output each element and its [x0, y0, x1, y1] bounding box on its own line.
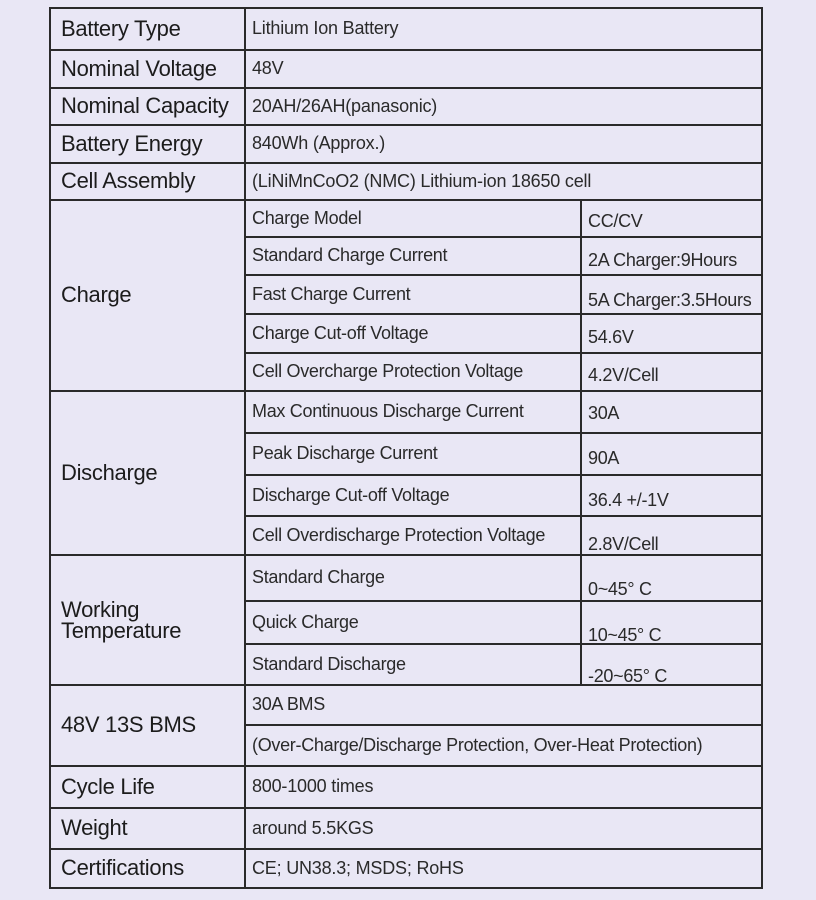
max-continuous-discharge-name: Max Continuous Discharge Current	[252, 401, 524, 421]
discharge-cutoff-voltage-name: Discharge Cut-off Voltage	[252, 484, 450, 505]
fast-charge-current-value: 5A Charger:3.5Hours	[588, 289, 752, 310]
certifications-label: Certifications	[61, 855, 184, 880]
charge-model-name: Charge Model	[252, 207, 362, 228]
standard-charge-value: 0~45° C	[588, 579, 652, 599]
bms-label: 48V 13S BMS	[61, 712, 196, 737]
quick-charge-name: Quick Charge	[252, 611, 359, 632]
standard-charge-name: Standard Charge	[252, 567, 385, 587]
certifications-value: CE; UN38.3; MSDS; RoHS	[252, 857, 464, 878]
working-temperature-label-line2: Temperature	[61, 617, 182, 643]
battery-energy-label: Battery Energy	[61, 130, 203, 156]
peak-discharge-current-name: Peak Discharge Current	[252, 443, 438, 463]
working-temperature-label	[51, 555, 253, 684]
peak-discharge-current-value: 90A	[588, 448, 620, 468]
discharge-label: Discharge	[61, 459, 158, 485]
battery-type-value: Lithium Ion Battery	[252, 18, 399, 38]
charge-model-value: CC/CV	[588, 210, 643, 231]
max-continuous-discharge-value: 30A	[588, 403, 620, 423]
cell-overcharge-protection-name: Cell Overcharge Protection Voltage	[252, 361, 523, 381]
cell-overcharge-protection-value: 4.2V/Cell	[588, 365, 659, 385]
cell-assembly-label: Cell Assembly	[61, 168, 196, 193]
spec-table	[49, 7, 763, 889]
battery-energy-value: 840Wh (Approx.)	[252, 133, 386, 153]
discharge-cutoff-voltage-value: 36.4 +/-1V	[588, 489, 669, 510]
standard-discharge-value: -20~65° C	[588, 665, 668, 686]
table-border-bottom	[49, 887, 763, 889]
charge-cutoff-voltage-value: 54.6V	[588, 326, 634, 347]
nominal-capacity-label: Nominal Capacity	[61, 93, 229, 118]
cell-assembly-value: (LiNiMnCoO2 (NMC) Lithium-ion 18650 cell	[252, 170, 592, 191]
charge-cutoff-voltage-name: Charge Cut-off Voltage	[252, 322, 429, 343]
charge-label: Charge	[61, 282, 132, 307]
bms-rating: 30A BMS	[252, 694, 325, 714]
nominal-capacity-value: 20AH/26AH(panasonic)	[252, 95, 438, 116]
bms-protection: (Over-Charge/Discharge Protection, Over-Heat Protection)	[252, 734, 703, 755]
weight-value: around 5.5KGS	[252, 817, 374, 838]
standard-charge-current-value: 2A Charger:9Hours	[588, 250, 737, 270]
standard-charge-current-name: Standard Charge Current	[252, 245, 448, 265]
working-temperature-label-line1: Working	[61, 596, 140, 622]
weight-label: Weight	[61, 815, 128, 840]
nominal-voltage-value: 48V	[252, 58, 284, 78]
cell-overdischarge-protection-name: Cell Overdischarge Protection Voltage	[252, 524, 546, 545]
quick-charge-value: 10~45° C	[588, 624, 662, 645]
nominal-voltage-label: Nominal Voltage	[61, 55, 217, 81]
fast-charge-current-name: Fast Charge Current	[252, 283, 411, 304]
cell-overdischarge-protection-value: 2.8V/Cell	[588, 533, 659, 554]
cycle-life-value: 800-1000 times	[252, 776, 374, 796]
battery-type-label: Battery Type	[61, 15, 181, 41]
cycle-life-label: Cycle Life	[61, 773, 155, 799]
standard-discharge-name: Standard Discharge	[252, 653, 406, 674]
